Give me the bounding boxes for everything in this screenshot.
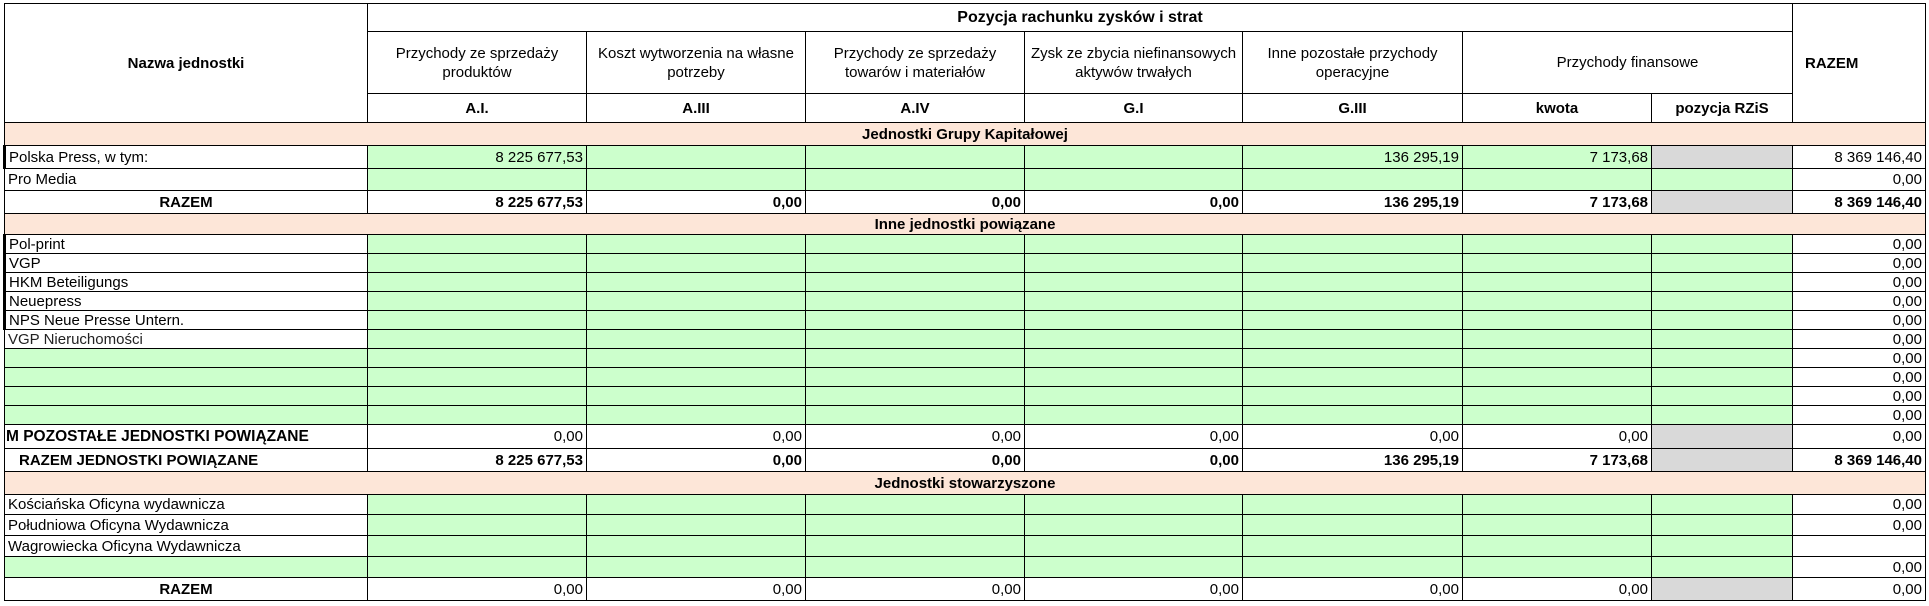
table-row (5, 515, 1926, 536)
cell-g1[interactable] (1025, 146, 1243, 169)
cell-a4[interactable] (806, 495, 1025, 515)
cell-g3[interactable] (1243, 169, 1463, 191)
cell-g3[interactable] (1243, 387, 1463, 406)
header-col-g3: Inne pozostałe przychody operacyjne (1243, 32, 1463, 94)
cell-g3[interactable] (1243, 368, 1463, 387)
table-row (5, 235, 1926, 254)
cell-a3[interactable] (587, 387, 806, 406)
row-name[interactable]: Neuepress (5, 292, 368, 311)
cell-a3[interactable] (587, 349, 806, 368)
row-name[interactable] (5, 406, 368, 425)
grand-total-row (5, 449, 1926, 472)
grand-total-a4[interactable]: 0,00 (806, 449, 1025, 472)
cell-a3[interactable] (587, 515, 806, 536)
cell-kwota[interactable] (1463, 387, 1652, 406)
row-name[interactable]: VGP (5, 254, 368, 273)
cell-a3[interactable] (587, 330, 806, 349)
row-name[interactable]: HKM Beteiligungs (5, 273, 368, 292)
cell-g3[interactable] (1243, 273, 1463, 292)
section-title: Inne jednostki powiązane (5, 214, 1926, 235)
table-row (5, 169, 1926, 191)
code-a1: A.I. (368, 94, 587, 123)
cell-a1[interactable] (368, 254, 587, 273)
total-razem[interactable]: 0,00 (1793, 425, 1926, 449)
cell-kwota[interactable] (1463, 330, 1652, 349)
cell-razem[interactable] (1793, 536, 1926, 557)
total-g1[interactable]: 0,00 (1025, 425, 1243, 449)
cell-kwota[interactable]: 7 173,68 (1463, 146, 1652, 169)
table-row (5, 273, 1926, 292)
cell-a4[interactable] (806, 235, 1025, 254)
cell-g1[interactable] (1025, 330, 1243, 349)
row-name[interactable]: Kościańska Oficyna wydawnicza (5, 495, 368, 515)
cell-a1[interactable] (368, 557, 587, 578)
grand-total-g3[interactable]: 136 295,19 (1243, 449, 1463, 472)
cell-kwota[interactable] (1463, 515, 1652, 536)
cell-razem[interactable]: 0,00 (1793, 368, 1926, 387)
cell-a3[interactable] (587, 536, 806, 557)
row-name[interactable] (5, 349, 368, 368)
code-pozycja: pozycja RZiS (1652, 94, 1793, 123)
row-name[interactable]: Polska Press, w tym: (5, 146, 368, 169)
total-a1[interactable]: 0,00 (368, 425, 587, 449)
total-row (5, 425, 1926, 449)
grand-total-label: RAZEM JEDNOSTKI POWIĄZANE (5, 449, 368, 472)
cell-kwota[interactable] (1463, 406, 1652, 425)
cell-g1[interactable] (1025, 368, 1243, 387)
code-g1: G.I (1025, 94, 1243, 123)
cell-a1[interactable] (368, 169, 587, 191)
cell-razem[interactable]: 0,00 (1793, 387, 1926, 406)
cell-g1[interactable] (1025, 169, 1243, 191)
total-g1[interactable]: 0,00 (1025, 191, 1243, 214)
total-kwota[interactable]: 0,00 (1463, 425, 1652, 449)
table-row (5, 368, 1926, 387)
cell-g1[interactable] (1025, 515, 1243, 536)
cell-razem[interactable]: 8 369 146,40 (1793, 146, 1926, 169)
total-a4[interactable]: 0,00 (806, 191, 1025, 214)
total-g3[interactable]: 0,00 (1243, 425, 1463, 449)
cell-pozycja[interactable] (1652, 330, 1793, 349)
cell-g1[interactable] (1025, 235, 1243, 254)
cell-g3[interactable] (1243, 557, 1463, 578)
cell-pozycja[interactable] (1652, 515, 1793, 536)
table-row (5, 330, 1926, 349)
row-name[interactable]: Południowa Oficyna Wydawnicza (5, 515, 368, 536)
cell-a1[interactable] (368, 330, 587, 349)
row-name[interactable]: VGP Nieruchomości (5, 330, 368, 349)
cell-a4[interactable] (806, 273, 1025, 292)
cell-a3[interactable] (587, 311, 806, 330)
header-col-finance: Przychody finansowe (1463, 32, 1793, 94)
section-title: Jednostki Grupy Kapitałowej (5, 123, 1926, 146)
table-row (5, 406, 1926, 425)
cell-kwota[interactable] (1463, 273, 1652, 292)
header-col-a1: Przychody ze sprzedaży produktów (368, 32, 587, 94)
cell-a3[interactable] (587, 368, 806, 387)
cell-a1[interactable] (368, 406, 587, 425)
cell-g3[interactable] (1243, 536, 1463, 557)
cell-g3[interactable] (1243, 311, 1463, 330)
cell-razem[interactable]: 0,00 (1793, 330, 1926, 349)
cell-g1[interactable] (1025, 349, 1243, 368)
total-a4[interactable]: 0,00 (806, 578, 1025, 601)
cell-pozycja[interactable] (1652, 254, 1793, 273)
header-col-a4: Przychody ze sprzedaży towarów i materiałów (806, 32, 1025, 94)
row-name[interactable] (5, 557, 368, 578)
cell-g3[interactable] (1243, 254, 1463, 273)
cell-a3[interactable] (587, 254, 806, 273)
cell-a3[interactable] (587, 292, 806, 311)
cell-a4[interactable] (806, 536, 1025, 557)
cell-g1[interactable] (1025, 273, 1243, 292)
cell-a1[interactable]: 8 225 677,53 (368, 146, 587, 169)
table-row (5, 557, 1926, 578)
cell-kwota[interactable] (1463, 169, 1652, 191)
table-row (5, 292, 1926, 311)
cell-kwota[interactable] (1463, 292, 1652, 311)
cell-pozycja[interactable] (1652, 146, 1793, 169)
cell-a4[interactable] (806, 146, 1025, 169)
row-name[interactable]: Pol-print (5, 235, 368, 254)
cell-kwota[interactable] (1463, 254, 1652, 273)
header-col-a3: Koszt wytworzenia na własne potrzeby (587, 32, 806, 94)
cell-g3[interactable] (1243, 406, 1463, 425)
total-label: M POZOSTAŁE JEDNOSTKI POWIĄZANE (5, 425, 368, 449)
header-col-g1: Zysk ze zbycia niefinansowych aktywów trwałych (1025, 32, 1243, 94)
cell-a1[interactable] (368, 235, 587, 254)
cell-a4[interactable] (806, 406, 1025, 425)
cell-a1[interactable] (368, 515, 587, 536)
cell-a1[interactable] (368, 368, 587, 387)
total-pozycja[interactable] (1652, 191, 1793, 214)
total-a1[interactable]: 8 225 677,53 (368, 191, 587, 214)
cell-a3[interactable] (587, 273, 806, 292)
total-g3[interactable]: 136 295,19 (1243, 191, 1463, 214)
cell-kwota[interactable] (1463, 368, 1652, 387)
total-g1[interactable]: 0,00 (1025, 578, 1243, 601)
cell-razem[interactable]: 0,00 (1793, 292, 1926, 311)
total-a3[interactable]: 0,00 (587, 578, 806, 601)
cell-razem[interactable]: 0,00 (1793, 273, 1926, 292)
cell-a3[interactable] (587, 406, 806, 425)
section-title: Jednostki stowarzyszone (5, 472, 1926, 495)
header-razem: RAZEM (1793, 4, 1926, 123)
cell-a4[interactable] (806, 169, 1025, 191)
cell-razem[interactable]: 0,00 (1793, 254, 1926, 273)
cell-g1[interactable] (1025, 557, 1243, 578)
total-kwota[interactable]: 0,00 (1463, 578, 1652, 601)
cell-a4[interactable] (806, 254, 1025, 273)
cell-razem[interactable]: 0,00 (1793, 406, 1926, 425)
cell-razem[interactable]: 0,00 (1793, 557, 1926, 578)
cell-g1[interactable] (1025, 311, 1243, 330)
row-name[interactable] (5, 387, 368, 406)
cell-kwota[interactable] (1463, 311, 1652, 330)
row-name[interactable]: Wagrowiecka Oficyna Wydawnicza (5, 536, 368, 557)
total-g3[interactable]: 0,00 (1243, 578, 1463, 601)
cell-pozycja[interactable] (1652, 311, 1793, 330)
header-name-col: Nazwa jednostki (5, 4, 368, 123)
total-label: RAZEM (5, 191, 368, 214)
cell-a3[interactable] (587, 169, 806, 191)
total-razem[interactable]: 8 369 146,40 (1793, 191, 1926, 214)
cell-razem[interactable]: 0,00 (1793, 515, 1926, 536)
cell-pozycja[interactable] (1652, 536, 1793, 557)
cell-a1[interactable] (368, 387, 587, 406)
table-row (5, 254, 1926, 273)
header-group-title: Pozycja rachunku zysków i strat (368, 4, 1793, 32)
cell-a1[interactable] (368, 495, 587, 515)
total-row (5, 578, 1926, 601)
cell-kwota[interactable] (1463, 235, 1652, 254)
code-a4: A.IV (806, 94, 1025, 123)
total-a4[interactable]: 0,00 (806, 425, 1025, 449)
cell-pozycja[interactable] (1652, 387, 1793, 406)
cell-kwota[interactable] (1463, 349, 1652, 368)
cell-g3[interactable] (1243, 292, 1463, 311)
cell-kwota[interactable] (1463, 536, 1652, 557)
cell-a4[interactable] (806, 349, 1025, 368)
total-a3[interactable]: 0,00 (587, 425, 806, 449)
total-razem[interactable]: 0,00 (1793, 578, 1926, 601)
cell-razem[interactable]: 0,00 (1793, 169, 1926, 191)
cell-a4[interactable] (806, 311, 1025, 330)
cell-a3[interactable] (587, 146, 806, 169)
cell-pozycja[interactable] (1652, 273, 1793, 292)
related-parties-table (3, 3, 1926, 601)
cell-a1[interactable] (368, 292, 587, 311)
cell-a4[interactable] (806, 292, 1025, 311)
code-kwota: kwota (1463, 94, 1652, 123)
grand-total-razem[interactable]: 8 369 146,40 (1793, 449, 1926, 472)
grand-total-a1[interactable]: 8 225 677,53 (368, 449, 587, 472)
cell-razem[interactable]: 0,00 (1793, 235, 1926, 254)
cell-a1[interactable] (368, 349, 587, 368)
total-kwota[interactable]: 7 173,68 (1463, 191, 1652, 214)
cell-a3[interactable] (587, 557, 806, 578)
table-row (5, 387, 1926, 406)
cell-g3[interactable] (1243, 495, 1463, 515)
grand-total-a3[interactable]: 0,00 (587, 449, 806, 472)
table-row (5, 536, 1926, 557)
cell-pozycja[interactable] (1652, 292, 1793, 311)
cell-razem[interactable]: 0,00 (1793, 311, 1926, 330)
cell-pozycja[interactable] (1652, 495, 1793, 515)
cell-g3[interactable] (1243, 235, 1463, 254)
total-a1[interactable]: 0,00 (368, 578, 587, 601)
cell-g1[interactable] (1025, 406, 1243, 425)
table-row (5, 311, 1926, 330)
cell-razem[interactable]: 0,00 (1793, 349, 1926, 368)
cell-g3[interactable] (1243, 349, 1463, 368)
cell-pozycja[interactable] (1652, 557, 1793, 578)
row-name[interactable] (5, 368, 368, 387)
cell-g3[interactable] (1243, 515, 1463, 536)
total-label: RAZEM (5, 578, 368, 601)
grand-total-pozycja[interactable] (1652, 449, 1793, 472)
cell-razem[interactable]: 0,00 (1793, 495, 1926, 515)
cell-g1[interactable] (1025, 292, 1243, 311)
table-row (5, 349, 1926, 368)
cell-g3[interactable] (1243, 330, 1463, 349)
cell-pozycja[interactable] (1652, 349, 1793, 368)
cell-g1[interactable] (1025, 254, 1243, 273)
cell-pozycja[interactable] (1652, 406, 1793, 425)
cell-g1[interactable] (1025, 536, 1243, 557)
cell-a1[interactable] (368, 311, 587, 330)
total-a3[interactable]: 0,00 (587, 191, 806, 214)
cell-g1[interactable] (1025, 387, 1243, 406)
cell-a3[interactable] (587, 235, 806, 254)
code-a3: A.III (587, 94, 806, 123)
grand-total-kwota[interactable]: 7 173,68 (1463, 449, 1652, 472)
total-row (5, 191, 1926, 214)
cell-a4[interactable] (806, 557, 1025, 578)
table-row (5, 495, 1926, 515)
cell-g3[interactable]: 136 295,19 (1243, 146, 1463, 169)
cell-a1[interactable] (368, 273, 587, 292)
cell-a1[interactable] (368, 536, 587, 557)
cell-kwota[interactable] (1463, 557, 1652, 578)
cell-g1[interactable] (1025, 495, 1243, 515)
row-name[interactable]: Pro Media (5, 169, 368, 191)
cell-pozycja[interactable] (1652, 368, 1793, 387)
grand-total-g1[interactable]: 0,00 (1025, 449, 1243, 472)
cell-kwota[interactable] (1463, 495, 1652, 515)
cell-a4[interactable] (806, 368, 1025, 387)
cell-a4[interactable] (806, 515, 1025, 536)
table-row (5, 146, 1926, 169)
cell-a4[interactable] (806, 330, 1025, 349)
code-g3: G.III (1243, 94, 1463, 123)
cell-pozycja[interactable] (1652, 169, 1793, 191)
total-pozycja[interactable] (1652, 425, 1793, 449)
cell-a3[interactable] (587, 495, 806, 515)
total-pozycja[interactable] (1652, 578, 1793, 601)
cell-a4[interactable] (806, 387, 1025, 406)
row-name[interactable]: NPS Neue Presse Untern. (5, 311, 368, 330)
cell-pozycja[interactable] (1652, 235, 1793, 254)
